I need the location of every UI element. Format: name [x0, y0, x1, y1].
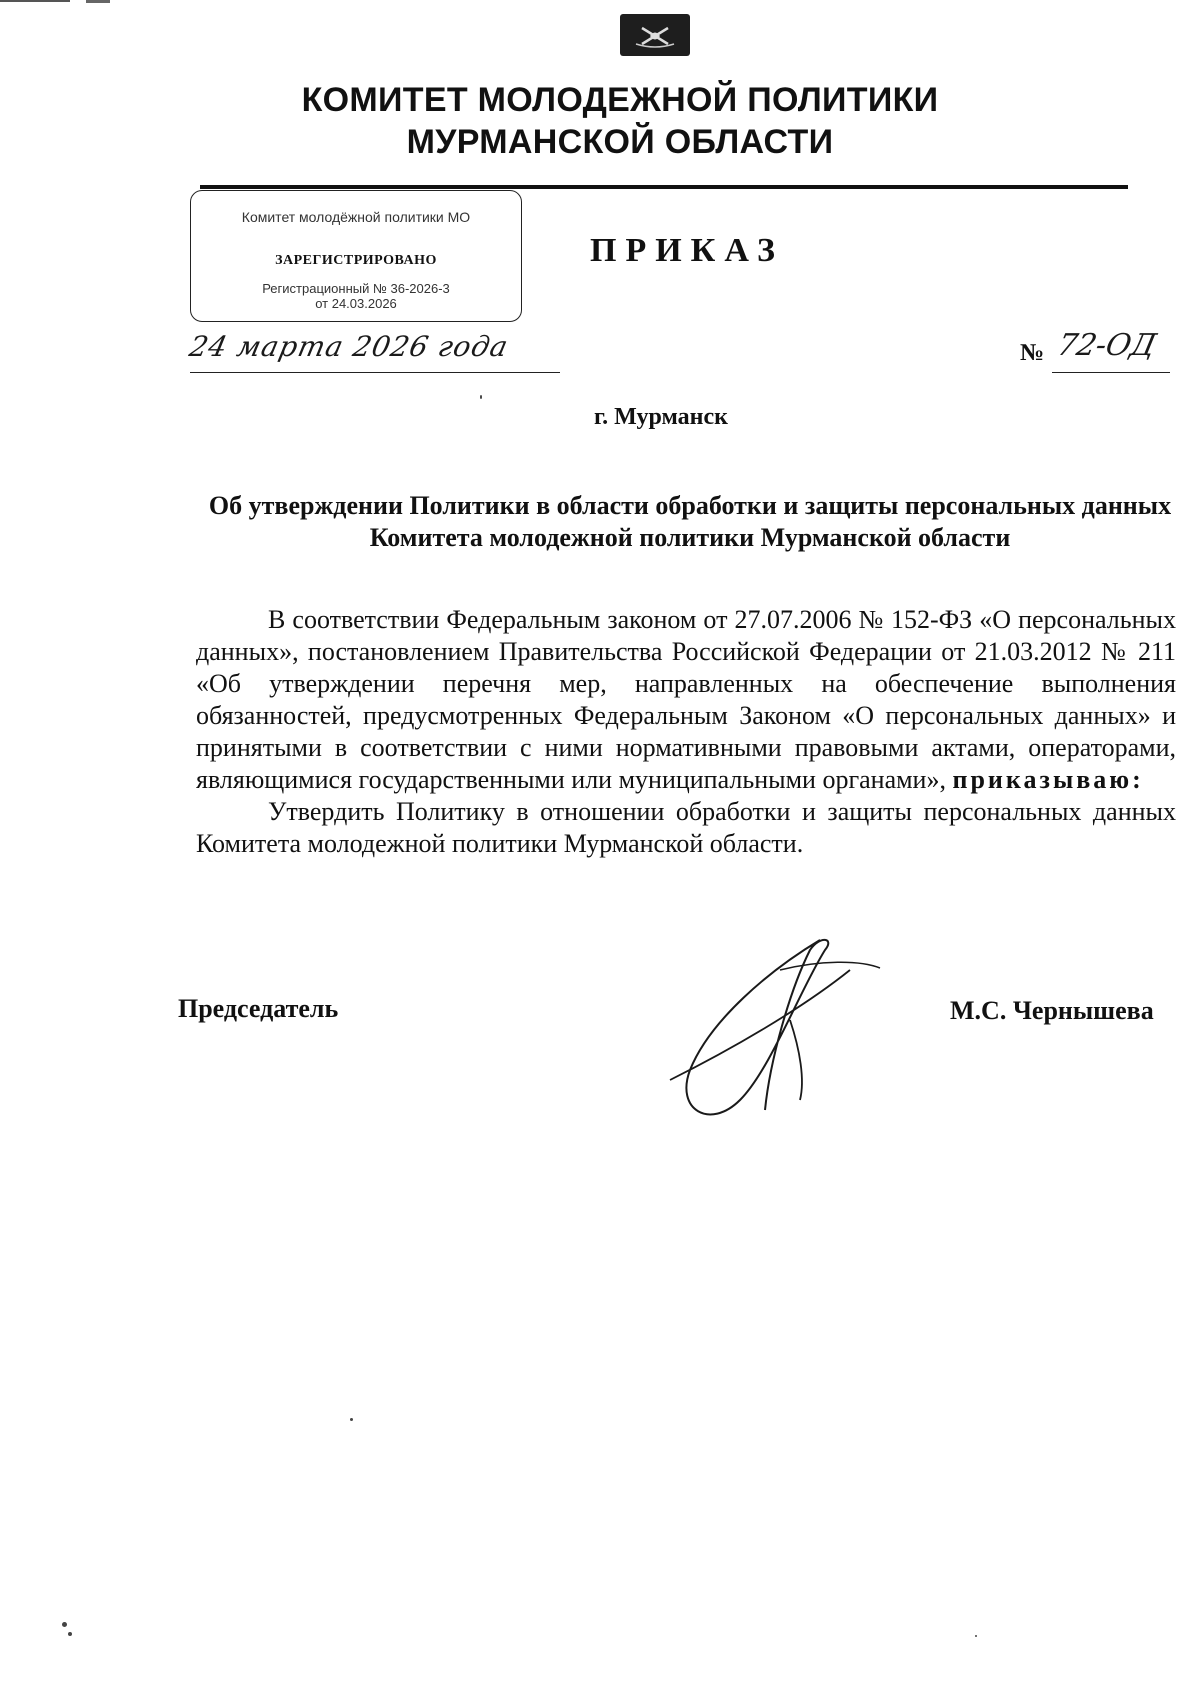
scan-speck [62, 1622, 67, 1627]
stamp-status: ЗАРЕГИСТРИРОВАНО [275, 253, 437, 268]
handwritten-signature-icon [650, 930, 890, 1140]
body-paragraph-1 [196, 604, 1176, 796]
handwritten-order-number: 72-ОД [1054, 328, 1160, 363]
number-label: № [1020, 340, 1045, 366]
stamp-registration-date: от 24.03.2026 [315, 296, 397, 311]
city-line: г. Мурманск [593, 404, 728, 430]
scan-artifact [86, 0, 110, 3]
scan-speck [480, 395, 482, 399]
signatory-name: М.С. Чернышева [950, 996, 1154, 1025]
handwritten-date: 24 марта 2026 года [186, 330, 512, 363]
header-divider [200, 185, 1128, 189]
scan-speck [350, 1418, 353, 1421]
scan-speck [975, 1635, 977, 1637]
organization-name-line2: МУРМАНСКОЙ ОБЛАСТИ [406, 123, 834, 161]
order-body [196, 604, 1176, 860]
coat-of-arms-emblem-icon [620, 14, 690, 56]
order-subject: Об утверждении Политики в области обработки и защиты персональных данных Комитета молодежной политики Мурманской области [208, 491, 1172, 552]
number-underline [1052, 372, 1170, 373]
document-type-title: ПРИКАЗ [590, 232, 784, 269]
organization-name-line1: КОМИТЕТ МОЛОДЕЖНОЙ ПОЛИТИКИ [301, 81, 939, 119]
scan-speck [68, 1632, 72, 1636]
body-paragraph-1-text: В соответствии Федеральным законом от 27.07.2006 № 152-ФЗ «О персональных данных», постановлением Правительства Российской Федерации от 21.03.2012 № 211 «Об утверждении перечня мер, направленных на обеспечение выполнения обязанностей, предусмотренных Федеральным Законом «О персональных данных» и принятыми в соответствии с ними нормативными правовыми актами, операторами, являющимися государственными или муниципальными органами», [196, 605, 1176, 794]
body-paragraph-2: Утвердить Политику в отношении обработки и защиты персональных данных Комитета молодежной политики Мурманской области. [196, 797, 1176, 858]
stamp-registration-number: Регистрационный № 36-2026-3 [262, 281, 450, 296]
stamp-organization: Комитет молодёжной политики МО [241, 209, 471, 225]
signatory-title: Председатель [178, 994, 339, 1023]
date-underline [190, 372, 560, 373]
order-directive: приказываю: [952, 765, 1144, 794]
registration-stamp [190, 190, 522, 322]
scan-artifact [0, 0, 70, 2]
